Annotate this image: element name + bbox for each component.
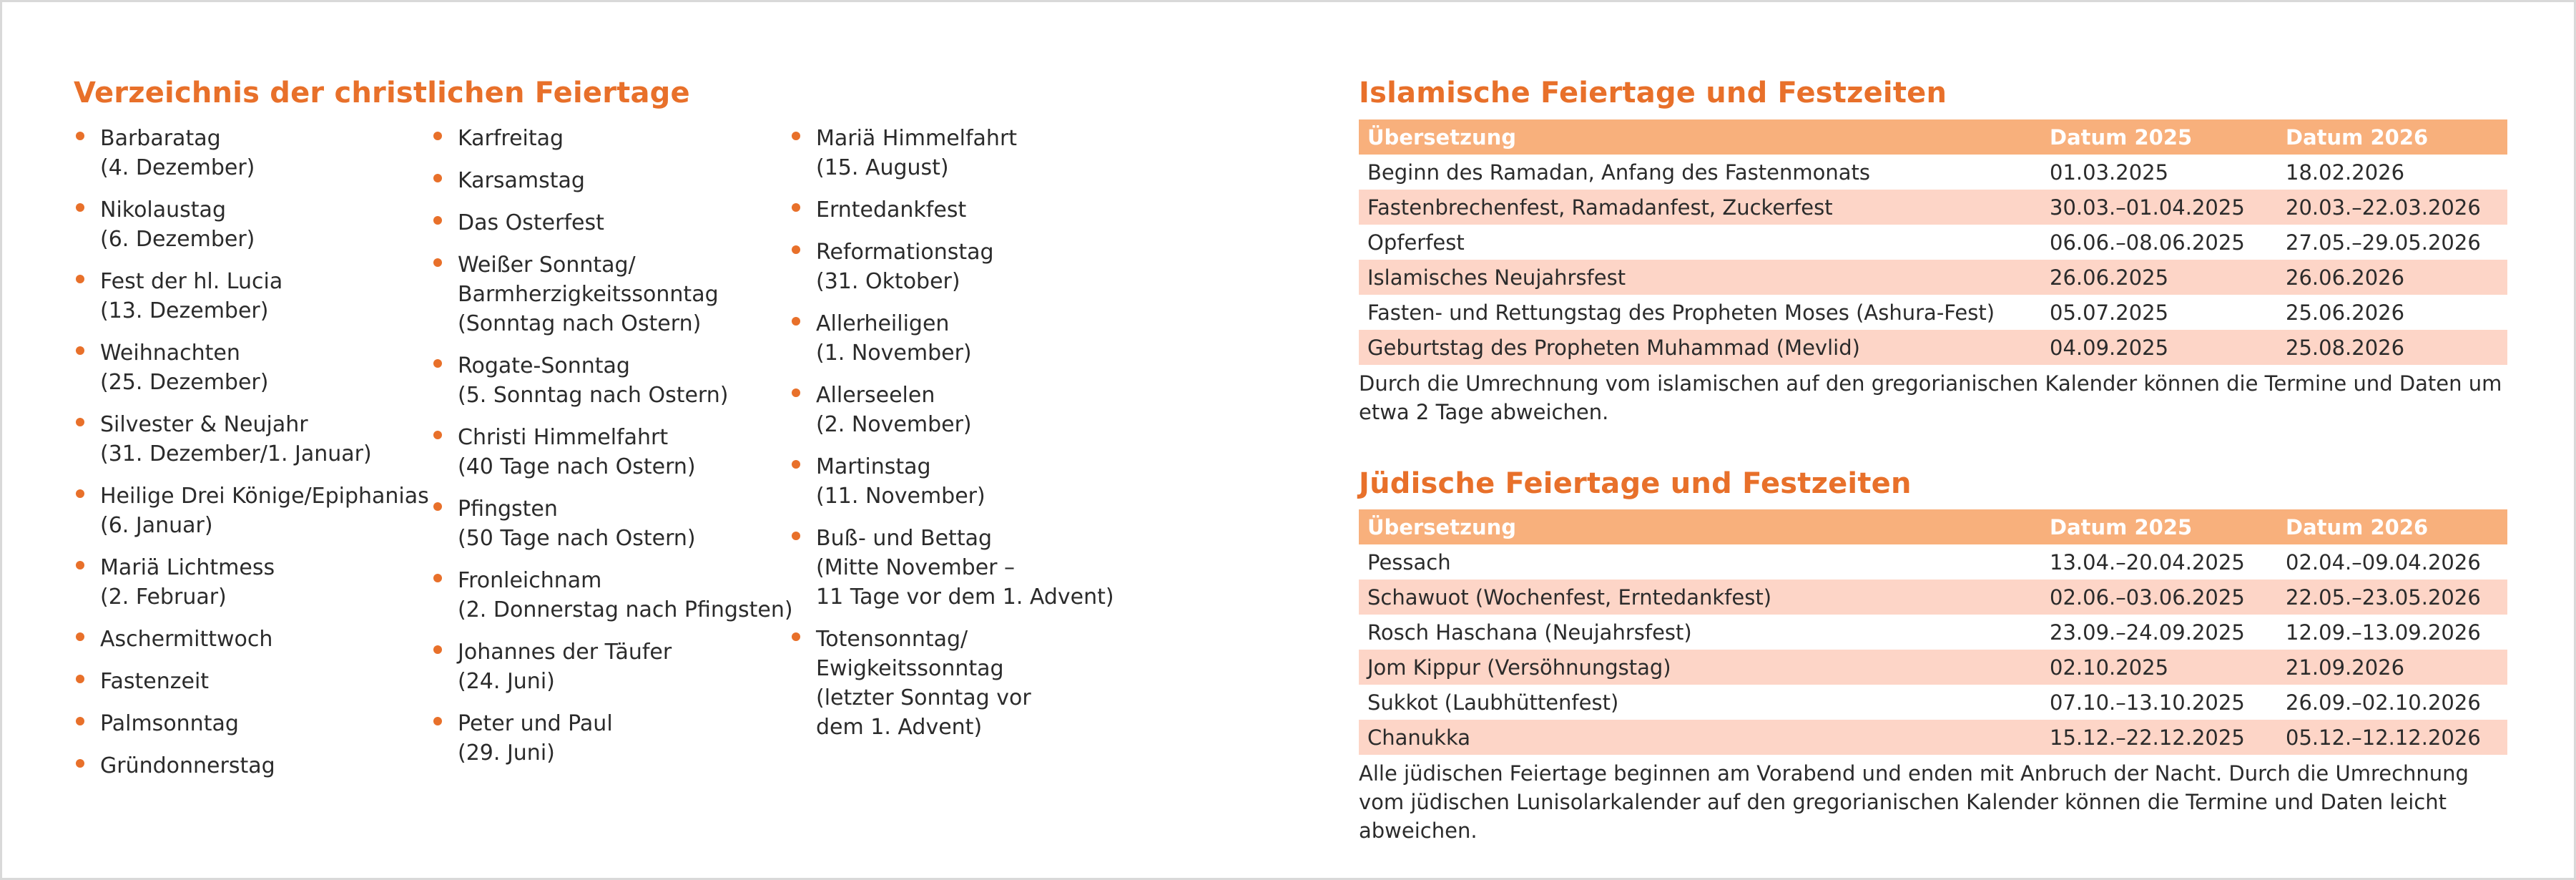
holiday-list-item — [76, 625, 429, 654]
bullet-dot-icon — [76, 489, 84, 498]
holiday-name: Fronleichnam — [458, 568, 602, 593]
table-row — [1359, 615, 2507, 650]
holiday-list-item — [792, 124, 1114, 182]
holiday-name: Weihnachten — [100, 341, 240, 366]
holiday-date-detail: (50 Tage nach Ostern) — [458, 526, 696, 551]
holiday-name: Buß- und Bettag — [816, 526, 993, 551]
bullet-dot-icon — [433, 717, 442, 725]
date-2025-cell: 01.03.2025 — [2050, 160, 2169, 185]
holiday-name: Pfingsten — [458, 497, 558, 522]
holiday-name: Das Osterfest — [458, 210, 604, 235]
bullet-dot-icon — [76, 346, 84, 355]
holiday-list-item — [433, 250, 793, 338]
holiday-list-item — [433, 566, 793, 625]
holiday-translation-cell: Chanukka — [1359, 720, 2041, 755]
holiday-name: Martinstag — [816, 454, 931, 479]
bullet-dot-icon — [433, 574, 442, 582]
holiday-date-detail: (4. Dezember) — [100, 155, 255, 180]
holiday-name: Fest der hl. Lucia — [100, 269, 283, 294]
holiday-date-detail: (letzter Sonntag vor — [816, 685, 1031, 710]
date-2026-cell: 18.02.2026 — [2286, 160, 2405, 185]
table-row — [1359, 190, 2507, 225]
holiday-list-item — [433, 423, 793, 481]
holiday-list-item — [433, 709, 793, 768]
christian-column-1 — [76, 124, 429, 793]
date-2026-cell: 26.09.–02.10.2026 — [2286, 690, 2481, 715]
bullet-dot-icon — [433, 216, 442, 225]
table-row — [1359, 650, 2507, 685]
holiday-name: Allerheiligen — [816, 311, 950, 336]
holiday-list-item — [433, 494, 793, 553]
date-2026-cell: 20.03.–22.03.2026 — [2277, 190, 2507, 225]
holiday-name: Karfreitag — [458, 126, 564, 151]
bullet-dot-icon — [792, 132, 800, 140]
column-header-translation: Übersetzung — [1359, 119, 2041, 155]
holiday-date-detail: (6. Dezember) — [100, 227, 255, 252]
holiday-translation-cell: Schawuot (Wochenfest, Erntedankfest) — [1359, 580, 2041, 615]
islamic-holidays-title: Islamische Feiertage und Festzeiten — [1359, 77, 1947, 109]
holiday-translation-cell: Fastenbrechenfest, Ramadanfest, Zuckerfest — [1359, 190, 2041, 225]
holiday-date-detail: (40 Tage nach Ostern) — [458, 454, 696, 479]
date-2025-cell: 02.06.–03.06.2025 — [2041, 580, 2277, 615]
table-header-row — [1359, 119, 2507, 155]
date-2025-cell: 04.09.2025 — [2041, 330, 2277, 365]
bullet-dot-icon — [76, 132, 84, 140]
holiday-date-detail: (13. Dezember) — [100, 298, 269, 323]
holiday-list-item — [792, 381, 1114, 439]
holiday-date-detail: (15. August) — [816, 155, 949, 180]
date-2026-cell: 22.05.–23.05.2026 — [2277, 580, 2507, 615]
date-2026-cell: 27.05.–29.05.2026 — [2286, 230, 2481, 255]
holiday-list-item — [76, 195, 429, 254]
bullet-dot-icon — [76, 759, 84, 768]
bullet-dot-icon — [792, 317, 800, 326]
holiday-list-item — [433, 351, 793, 410]
holiday-list-item — [76, 124, 429, 182]
holiday-date-detail: (5. Sonntag nach Ostern) — [458, 383, 729, 408]
column-header-date-2026: Datum 2026 — [2277, 509, 2507, 544]
islamic-holidays-note: Durch die Umrechnung vom islamischen auf den gregorianischen Kalender können die Termine und Daten um etwa 2 Tage abweichen. — [1359, 371, 2502, 424]
date-2025-cell: 05.07.2025 — [2050, 300, 2169, 325]
table-row — [1359, 260, 2507, 295]
holiday-name: Karsamstag — [458, 168, 585, 193]
holiday-list-item — [76, 709, 429, 738]
bullet-dot-icon — [433, 174, 442, 182]
holiday-name: Nikolaustag — [100, 197, 226, 223]
column-header-translation: Übersetzung — [1359, 509, 2041, 544]
holiday-name: Weißer Sonntag/ — [458, 253, 636, 278]
holiday-list-item — [76, 267, 429, 326]
bullet-dot-icon — [433, 431, 442, 439]
islamic-holidays-table — [1359, 119, 2507, 365]
holiday-list-item — [433, 166, 793, 195]
holiday-date-detail: (25. Dezember) — [100, 370, 269, 395]
holiday-date-detail: (2. Februar) — [100, 585, 227, 610]
holiday-list-item — [433, 208, 793, 238]
christian-holidays-title: Verzeichnis der christlichen Feiertage — [74, 77, 690, 109]
christian-column-3 — [792, 124, 1114, 755]
holiday-date-detail: (2. Donnerstag nach Pfingsten) — [458, 597, 793, 622]
date-2026-cell: 12.09.–13.09.2026 — [2286, 620, 2481, 645]
bullet-dot-icon — [76, 275, 84, 283]
date-2026-cell: 05.12.–12.12.2026 — [2277, 720, 2507, 755]
holiday-date-detail: (Mitte November – — [816, 555, 1016, 580]
holiday-list-item — [76, 667, 429, 696]
bullet-dot-icon — [792, 632, 800, 641]
bullet-dot-icon — [76, 203, 84, 212]
date-2025-cell: 26.06.2025 — [2041, 260, 2277, 295]
holiday-date-detail: (2. November) — [816, 412, 972, 437]
holiday-date-detail: Barmherzigkeitssonntag — [458, 282, 719, 307]
table-row — [1359, 155, 2507, 190]
holiday-translation-cell: Islamisches Neujahrsfest — [1359, 260, 2041, 295]
bullet-dot-icon — [433, 258, 442, 267]
bullet-dot-icon — [792, 203, 800, 212]
column-header-date-2025: Datum 2025 — [2041, 509, 2277, 544]
table-row — [1359, 330, 2507, 365]
holiday-name: Peter und Paul — [458, 711, 613, 736]
holiday-translation-cell: Fasten- und Rettungstag des Propheten Moses (Ashura-Fest) — [1367, 300, 1995, 325]
table-row — [1359, 580, 2507, 615]
holiday-translation-cell: Geburtstag des Propheten Muhammad (Mevlid) — [1359, 330, 2041, 365]
holiday-name: Fastenzeit — [100, 669, 210, 694]
holiday-name: Rogate-Sonntag — [458, 353, 630, 378]
holiday-name: Totensonntag/ — [816, 627, 968, 652]
holiday-list-item — [433, 124, 793, 153]
date-2025-cell: 06.06.–08.06.2025 — [2050, 230, 2245, 255]
holiday-name: Allerseelen — [816, 383, 935, 408]
column-header-date-2026: Datum 2026 — [2277, 119, 2507, 155]
holiday-list-item — [792, 625, 1114, 742]
holiday-name: Aschermittwoch — [100, 627, 273, 652]
holiday-name: Palmsonntag — [100, 711, 239, 736]
bullet-dot-icon — [433, 132, 442, 140]
jewish-holidays-table — [1359, 509, 2507, 755]
jewish-holidays-title: Jüdische Feiertage und Festzeiten — [1359, 467, 1912, 500]
holiday-list-item — [792, 524, 1114, 612]
bullet-dot-icon — [792, 245, 800, 254]
bullet-dot-icon — [76, 418, 84, 426]
bullet-dot-icon — [792, 532, 800, 540]
table-row — [1359, 295, 2507, 330]
holiday-list-item — [76, 553, 429, 612]
holiday-translation-cell: Pessach — [1367, 549, 1451, 575]
holiday-name: Reformationstag — [816, 240, 994, 265]
christian-column-2 — [433, 124, 793, 781]
holiday-date-detail: (Sonntag nach Ostern) — [458, 311, 702, 336]
holiday-name: Mariä Himmelfahrt — [816, 126, 1018, 151]
holiday-translation-cell: Sukkot (Laubhüttenfest) — [1367, 690, 1619, 715]
holiday-list-item — [792, 452, 1114, 511]
holiday-name: Heilige Drei Könige/Epiphanias — [100, 484, 429, 509]
date-2026-cell: 25.08.2026 — [2277, 330, 2507, 365]
table-row — [1359, 225, 2507, 260]
holiday-list-item — [792, 195, 1114, 225]
holiday-date-detail: (31. Oktober) — [816, 269, 960, 294]
holiday-date-detail: (31. Dezember/1. Januar) — [100, 441, 372, 466]
bullet-dot-icon — [76, 675, 84, 683]
date-2025-cell: 30.03.–01.04.2025 — [2041, 190, 2277, 225]
holiday-translation-cell: Rosch Haschana (Neujahrsfest) — [1367, 620, 1692, 645]
date-2025-cell: 13.04.–20.04.2025 — [2050, 549, 2245, 575]
holiday-date-detail: Ewigkeitssonntag — [816, 656, 1004, 681]
holiday-list-item — [76, 338, 429, 397]
holiday-translation-cell: Jom Kippur (Versöhnungstag) — [1359, 650, 2041, 685]
bullet-dot-icon — [76, 632, 84, 641]
table-row — [1359, 685, 2507, 720]
bullet-dot-icon — [433, 502, 442, 511]
holiday-name: Silvester & Neujahr — [100, 412, 308, 437]
bullet-dot-icon — [792, 460, 800, 469]
holiday-date-detail: dem 1. Advent) — [816, 715, 983, 740]
holiday-name: Johannes der Täufer — [458, 640, 672, 665]
holiday-name: Christi Himmelfahrt — [458, 425, 669, 450]
holiday-list-item — [433, 637, 793, 696]
holiday-date-detail: (29. Juni) — [458, 740, 555, 766]
jewish-holidays-note: Alle jüdischen Feiertage beginnen am Vorabend und enden mit Anbruch der Nacht. Durch die Umrechnung vom jüdischen Lunisolarkalender auf den gregorianischen Kalender können die Termine und Daten leicht abweichen. — [1359, 761, 2469, 843]
holiday-translation-cell: Beginn des Ramadan, Anfang des Fastenmonats — [1367, 160, 1870, 185]
date-2026-cell: 02.04.–09.04.2026 — [2286, 549, 2481, 575]
date-2026-cell: 25.06.2026 — [2286, 300, 2405, 325]
date-2025-cell: 23.09.–24.09.2025 — [2050, 620, 2245, 645]
holiday-list-item — [76, 481, 429, 540]
column-header-date-2025: Datum 2025 — [2041, 119, 2277, 155]
date-2026-cell: 26.06.2026 — [2277, 260, 2507, 295]
holiday-name: Gründonnerstag — [100, 753, 275, 778]
table-header-row — [1359, 509, 2507, 544]
holiday-translation-cell: Opferfest — [1367, 230, 1465, 255]
holiday-list-item — [76, 410, 429, 469]
holiday-date-detail: (6. Januar) — [100, 513, 213, 538]
table-row — [1359, 544, 2507, 580]
bullet-dot-icon — [76, 717, 84, 725]
date-2026-cell: 21.09.2026 — [2277, 650, 2507, 685]
holiday-name: Barbaratag — [100, 126, 221, 151]
bullet-dot-icon — [76, 561, 84, 569]
holiday-name: Erntedankfest — [816, 197, 967, 223]
holiday-list-item — [76, 751, 429, 781]
bullet-dot-icon — [792, 388, 800, 397]
holiday-list-item — [792, 309, 1114, 368]
date-2025-cell: 07.10.–13.10.2025 — [2050, 690, 2245, 715]
holiday-list-item — [792, 238, 1114, 296]
holiday-name: Mariä Lichtmess — [100, 555, 275, 580]
holiday-date-detail: (24. Juni) — [458, 669, 555, 694]
holiday-date-detail: 11 Tage vor dem 1. Advent) — [816, 585, 1114, 610]
holiday-date-detail: (1. November) — [816, 341, 972, 366]
date-2025-cell: 02.10.2025 — [2041, 650, 2277, 685]
bullet-dot-icon — [433, 645, 442, 654]
holiday-date-detail: (11. November) — [816, 484, 985, 509]
table-row — [1359, 720, 2507, 755]
date-2025-cell: 15.12.–22.12.2025 — [2041, 720, 2277, 755]
bullet-dot-icon — [433, 359, 442, 368]
